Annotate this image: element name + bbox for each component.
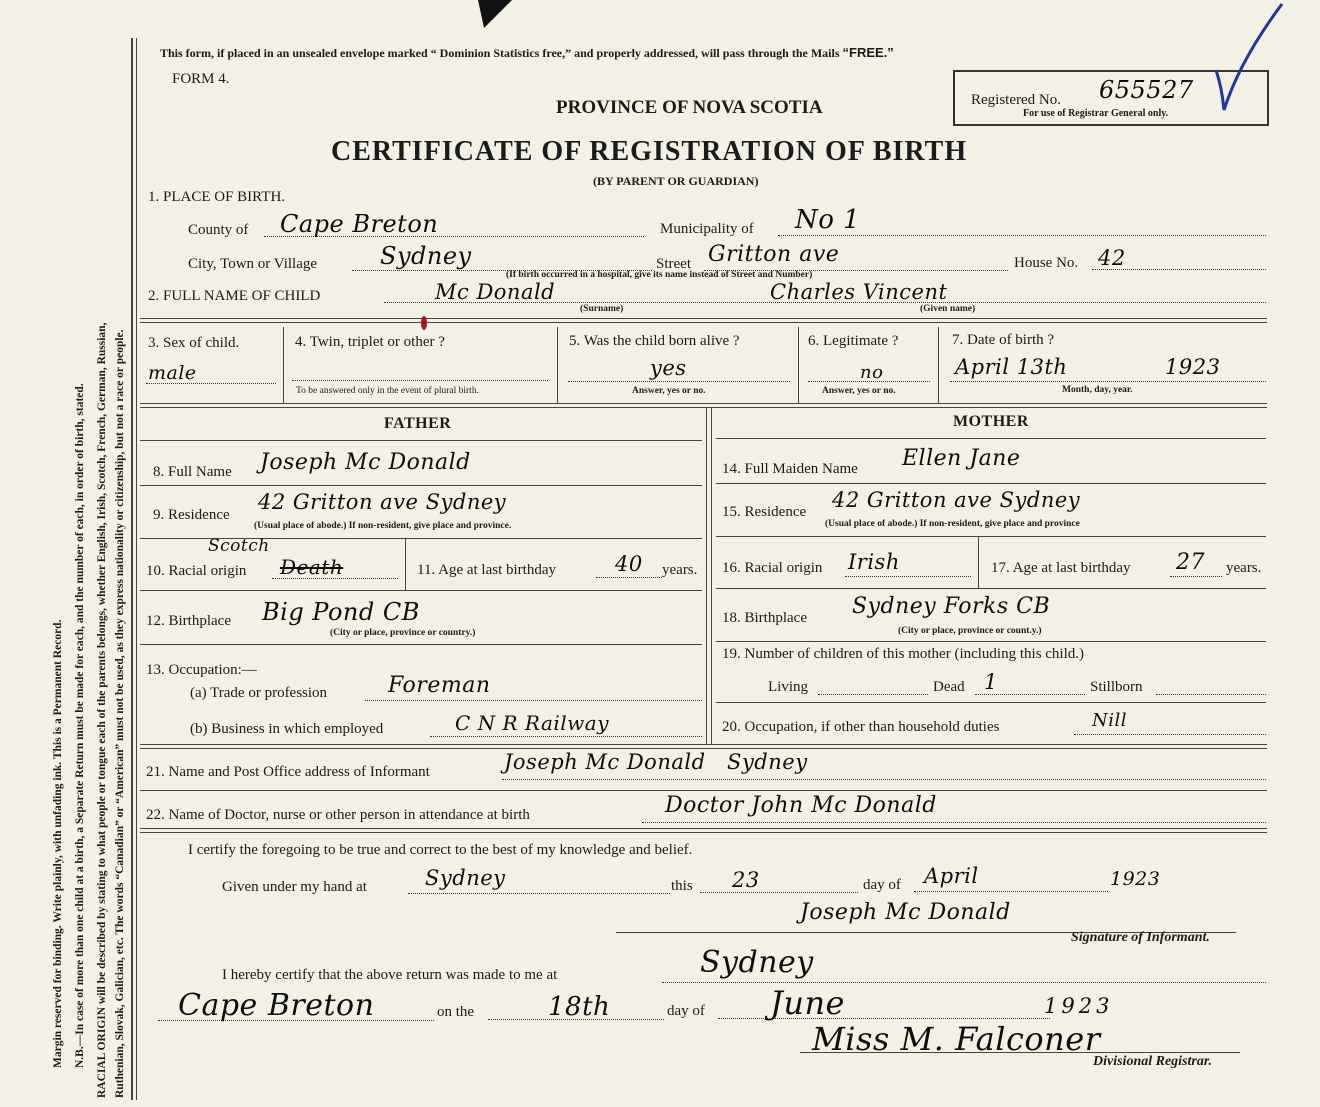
given-month-value: April — [924, 864, 979, 888]
doctor-label: 22. Name of Doctor, nurse or other person in attendance at birth — [146, 807, 530, 823]
father-age-value: 40 — [615, 552, 643, 576]
informant-signature-caption: Signature of Informant. — [1071, 930, 1210, 945]
legitimate-label: 6. Legitimate ? — [808, 333, 899, 349]
father-age-label: 11. Age at last birthday — [417, 562, 556, 578]
father-age-unit: years. — [662, 562, 698, 578]
surname-caption: (Surname) — [580, 304, 624, 314]
divider — [140, 403, 1267, 408]
divider — [140, 318, 1267, 323]
column-divider — [706, 408, 707, 744]
mother-residence-label: 15. Residence — [722, 504, 807, 520]
registrar-month-value: June — [770, 984, 845, 1022]
date-of-birth-label: 7. Date of birth ? — [952, 332, 1055, 348]
place-of-birth-label: 1. PLACE OF BIRTH. — [148, 189, 286, 205]
corner-mark-icon — [476, 0, 516, 30]
mother-occupation-value: Nill — [1092, 710, 1128, 731]
registrar-year-value: 1923 — [1044, 994, 1114, 1018]
binding-margin-line-inner — [136, 38, 137, 1100]
alive-label: 5. Was the child born alive ? — [569, 333, 740, 349]
alive-value: yes — [650, 356, 687, 380]
mother-racial-value: Irish — [848, 550, 900, 574]
given-day-value: 23 — [732, 868, 760, 892]
municipality-value: No 1 — [795, 205, 861, 235]
father-racial-struck: Death — [280, 555, 344, 579]
father-occupation-label: 13. Occupation:— — [146, 662, 257, 678]
sex-label: 3. Sex of child. — [148, 335, 240, 351]
registrar-general-note: For use of Registrar General only. — [1023, 108, 1169, 119]
father-birthplace-value: Big Pond CB — [262, 598, 420, 626]
ink-mark-icon — [419, 314, 429, 332]
mother-birthplace-label: 18. Birthplace — [722, 610, 807, 626]
mail-note: This form, if placed in an unsealed envelope marked “ Dominion Statistics free,” and properly addressed, will pass through the Mails “FREE.” — [160, 45, 894, 60]
certificate-title: CERTIFICATE OF REGISTRATION OF BIRTH — [331, 136, 968, 167]
street-value: Gritton ave — [708, 242, 840, 267]
street-label: Street — [656, 256, 691, 272]
date-of-birth-year: 1923 — [1165, 355, 1221, 379]
divider — [140, 744, 1267, 749]
date-of-birth-caption: Month, day, year. — [1062, 385, 1133, 395]
province-title: PROVINCE OF NOVA SCOTIA — [556, 97, 823, 118]
informant-label: 21. Name and Post Office address of Informant — [146, 764, 430, 780]
twin-label: 4. Twin, triplet or other ? — [295, 334, 445, 350]
city-value: Sydney — [380, 242, 472, 270]
father-birthplace-label: 12. Birthplace — [146, 613, 231, 629]
county-value: Cape Breton — [280, 210, 439, 238]
sex-value: male — [148, 362, 197, 384]
margin-note-racial-origin-1: RACIAL ORIGIN will be described by stating to what people or tongue each of the parents belongs, whether English, Irish, Scotch, French, German, Russian, — [96, 322, 108, 1098]
father-heading: FATHER — [384, 415, 452, 432]
form-number: FORM 4. — [172, 71, 230, 87]
trade-value: Foreman — [388, 673, 491, 698]
registrar-signature: Miss M. Falconer — [812, 1020, 1101, 1058]
given-name-caption: (Given name) — [920, 304, 976, 314]
mother-name-value: Ellen Jane — [902, 446, 1021, 471]
father-residence-caption: (Usual place of abode.) If non-resident, give place and province. — [254, 521, 512, 531]
trade-label: (a) Trade or profession — [190, 685, 328, 701]
registrar-caption: Divisional Registrar. — [1093, 1054, 1213, 1069]
registrar-day-value: 18th — [548, 992, 611, 1022]
margin-note-binding: Margin reserved for binding. Write plainly, with unfading ink. This is a Permanent Record. — [52, 619, 64, 1068]
doctor-value: Doctor John Mc Donald — [665, 793, 937, 818]
living-label: Living — [768, 679, 808, 695]
given-under-label: Given under my hand at — [222, 879, 367, 895]
margin-note-racial-origin-2: Ruthenian, Slovak, Galician, etc. The words “Canadian” or “American” must not be used, as they express nationality or citizenship, but not a race or people. — [114, 329, 126, 1098]
informant-value: Joseph Mc Donald Sydney — [504, 750, 808, 774]
registrar-day-of-label: day of — [667, 1003, 705, 1019]
children-count-label: 19. Number of children of this mother (including this child.) — [722, 646, 1085, 662]
mother-age-unit: years. — [1226, 560, 1262, 576]
mother-occupation-label: 20. Occupation, if other than household duties — [722, 719, 1000, 735]
father-residence-value: 42 Gritton ave Sydney — [258, 490, 507, 514]
certify-statement: I certify the foregoing to be true and correct to the best of my knowledge and belief. — [188, 842, 693, 858]
dead-label: Dead — [933, 679, 965, 695]
twin-note: To be answered only in the event of plural birth. — [296, 386, 479, 396]
father-birthplace-caption: (City or place, province or country.) — [330, 628, 476, 638]
binding-margin-line — [131, 38, 133, 1100]
house-label: House No. — [1014, 255, 1079, 271]
alive-caption: Answer, yes or no. — [632, 386, 706, 396]
dead-value: 1 — [984, 670, 998, 694]
on-the-label: on the — [437, 1004, 475, 1020]
father-racial-label: 10. Racial origin — [146, 563, 247, 579]
mother-name-label: 14. Full Maiden Name — [722, 461, 858, 477]
mother-age-value: 27 — [1176, 550, 1205, 575]
given-year-value: 1923 — [1110, 868, 1161, 890]
this-label: this — [671, 878, 693, 894]
county-label: County of — [188, 222, 249, 238]
business-value: C N R Railway — [455, 711, 610, 735]
child-given-value: Charles Vincent — [770, 280, 948, 304]
mother-heading: MOTHER — [953, 413, 1029, 430]
father-name-value: Joseph Mc Donald — [260, 450, 471, 475]
registered-label: Registered No. — [971, 92, 1061, 108]
given-place-value: Sydney — [425, 866, 506, 890]
father-name-label: 8. Full Name — [153, 464, 232, 480]
mother-residence-value: 42 Gritton ave Sydney — [832, 488, 1081, 512]
child-surname-value: Mc Donald — [435, 280, 556, 304]
business-label: (b) Business in which employed — [190, 721, 384, 737]
house-value: 42 — [1098, 246, 1126, 270]
registered-number: 655527 — [1099, 76, 1194, 104]
legitimate-value: no — [860, 362, 884, 383]
registrar-place-value: Sydney — [700, 945, 814, 980]
municipality-label: Municipality of — [660, 221, 754, 237]
hospital-note: (If birth occurred in a hospital, give its name instead of Street and Number) — [506, 270, 813, 280]
mother-racial-label: 16. Racial origin — [722, 560, 823, 576]
stillborn-label: Stillborn — [1090, 679, 1143, 695]
father-racial-value: Scotch — [208, 536, 270, 556]
check-mark-icon — [1210, 0, 1290, 120]
mother-birthplace-caption: (City or place, province or count.y.) — [898, 626, 1042, 636]
given-day-of-label: day of — [863, 877, 901, 893]
city-label: City, Town or Village — [188, 256, 318, 272]
father-residence-label: 9. Residence — [153, 507, 230, 523]
registrar-statement: I hereby certify that the above return was made to me at — [222, 967, 558, 983]
informant-signature: Joseph Mc Donald — [800, 900, 1011, 925]
child-name-label: 2. FULL NAME OF CHILD — [148, 288, 321, 304]
registrar-county-value: Cape Breton — [178, 988, 375, 1023]
mother-age-label: 17. Age at last birthday — [991, 560, 1131, 576]
divider — [140, 828, 1267, 833]
date-of-birth-value: April 13th — [955, 355, 1068, 379]
mail-free: “FREE.” — [842, 45, 894, 60]
certificate-subtitle: (BY PARENT OR GUARDIAN) — [593, 174, 759, 188]
mother-birthplace-value: Sydney Forks CB — [852, 594, 1051, 619]
mother-residence-caption: (Usual place of abode.) If non-resident, give place and province — [825, 519, 1080, 529]
legitimate-caption: Answer, yes or no. — [822, 386, 896, 396]
margin-note-multiple-births: N.B.—In case of more than one child at a birth, a Separate Return must be made for each, and the number of each, in order of birth, stated. — [74, 383, 86, 1068]
